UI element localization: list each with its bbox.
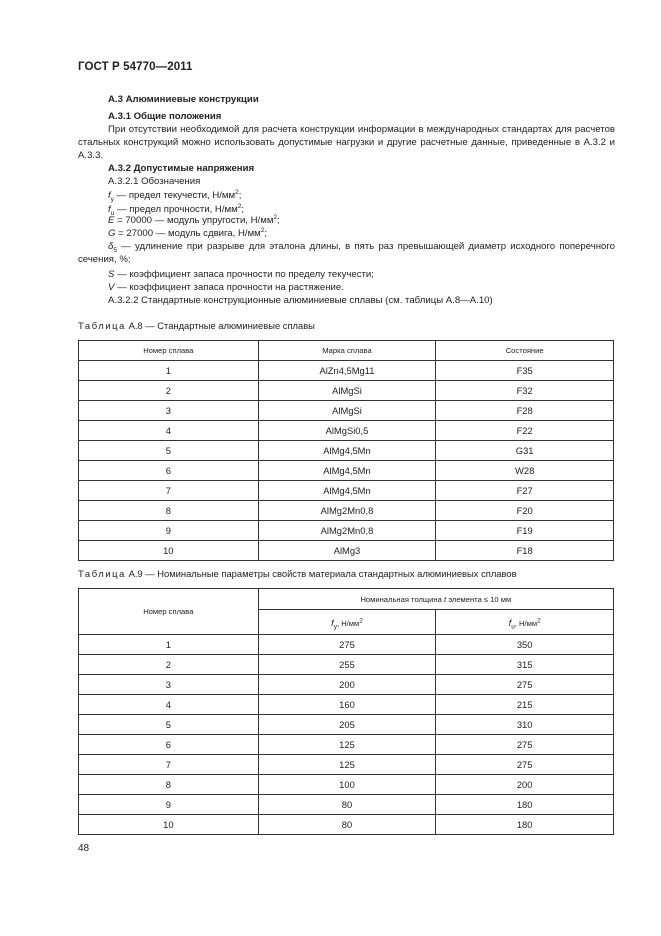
general-paragraph: При отсутствии необходимой для расчета конструкции информации в международных стандартах для расчетов стальных конструкций можно использовать допустимые нагрузки и другие расчетные данные, приведенные в А.3.2 и А.3.3. [78, 124, 615, 161]
table-cell: 9 [79, 795, 259, 815]
table-row [79, 815, 614, 835]
table-row [79, 715, 614, 735]
table-header-group: Номинальная толщина t элемента ≤ 10 мм [258, 589, 613, 610]
table-cell: 275 [436, 675, 614, 695]
table-cell: 180 [436, 795, 614, 815]
table-row [79, 441, 614, 461]
table-cell: 10 [79, 815, 259, 835]
table-cell: 310 [436, 715, 614, 735]
table-cell: 2 [79, 381, 259, 401]
table-cell: 6 [79, 461, 259, 481]
table-cell: 255 [258, 655, 436, 675]
table-cell: AlMg3 [258, 541, 436, 561]
table-cell: AlZn4,5Mg11 [258, 361, 436, 381]
table-row [79, 635, 614, 655]
table-cell: AlMgSi [258, 381, 436, 401]
table-header: Марка сплава [258, 341, 436, 361]
table-row [79, 655, 614, 675]
table-cell: 8 [79, 501, 259, 521]
table-cell: 7 [79, 755, 259, 775]
table-row [79, 461, 614, 481]
table-header: $f_u$, $Н/мм^2$ [436, 610, 614, 635]
table-row [79, 735, 614, 755]
table-cell: 1 [79, 635, 259, 655]
table-cell: 9 [79, 521, 259, 541]
table-cell: 1 [79, 361, 259, 381]
table-row [79, 501, 614, 521]
table-cell: 125 [258, 755, 436, 775]
table-cell: 180 [436, 815, 614, 835]
table-cell: 200 [258, 675, 436, 695]
definition-s: S — коэффициент запаса прочности по пределу текучести; [108, 269, 374, 280]
table-cell: 4 [79, 421, 259, 441]
table-row [79, 695, 614, 715]
notation-heading: А.3.2.1 Обозначения [108, 176, 201, 187]
table-a8 [78, 340, 614, 561]
table-cell: F19 [436, 521, 614, 541]
table-row [79, 381, 614, 401]
table-cell: F27 [436, 481, 614, 501]
table-cell: 275 [436, 735, 614, 755]
table-cell: 125 [258, 735, 436, 755]
table-a8-caption: Таблица А.8 — Стандартные алюминиевые сплавы [78, 320, 315, 331]
table-cell: 4 [79, 695, 259, 715]
table-cell: 7 [79, 481, 259, 501]
table-cell: 160 [258, 695, 436, 715]
table-row [79, 521, 614, 541]
table-cell: AlMg2Mn0,8 [258, 521, 436, 541]
table-cell: 3 [79, 675, 259, 695]
table-cell: F18 [436, 541, 614, 561]
alloys-reference: А.3.2.2 Стандартные конструкционные алюминиевые сплавы (см. таблицы А.8—А.10) [108, 295, 493, 306]
table-cell: 80 [258, 815, 436, 835]
table-cell: 6 [79, 735, 259, 755]
table-cell: AlMg4,5Mn [258, 481, 436, 501]
table-cell: 5 [79, 715, 259, 735]
table-row [79, 755, 614, 775]
section-heading: А.3 Алюминиевые конструкции [108, 94, 259, 105]
table-cell: 200 [436, 775, 614, 795]
definition-v: V — коэффициент запаса прочности на растяжение. [108, 282, 344, 293]
table-cell: 205 [258, 715, 436, 735]
table-row [79, 401, 614, 421]
table-cell: 350 [436, 635, 614, 655]
table-row [79, 421, 614, 441]
table-cell: 8 [79, 775, 259, 795]
definition-e: E = 70000 — модуль упругости, $Н/мм^2$; [108, 213, 280, 226]
table-cell: W28 [436, 461, 614, 481]
table-cell: F20 [436, 501, 614, 521]
table-cell: F28 [436, 401, 614, 421]
table-header: Состояние [436, 341, 614, 361]
definition-g: G = 27000 — модуль сдвига, $Н/мм^2$; [108, 226, 268, 239]
table-header: Номер сплава [79, 341, 259, 361]
subsection-heading-general: А.3.1 Общие положения [108, 111, 222, 122]
table-cell: F32 [436, 381, 614, 401]
table-row [79, 541, 614, 561]
table-header: $f_y$, $Н/мм^2$ [258, 610, 436, 635]
table-cell: 10 [79, 541, 259, 561]
subsection-heading-stresses: А.3.2 Допустимые напряжения [108, 163, 255, 174]
table-cell: 3 [79, 401, 259, 421]
table-cell: 275 [258, 635, 436, 655]
table-cell: AlMg4,5Mn [258, 461, 436, 481]
table-row [79, 481, 614, 501]
table-cell: AlMgSi [258, 401, 436, 421]
table-cell: 275 [436, 755, 614, 775]
table-cell: 100 [258, 775, 436, 795]
definition-delta: $\delta_5$ — удлинение при разрыве для эталона длины, в пять раз превышающей диаметр исходного поперечного сечения, %; [78, 241, 615, 265]
table-cell: F22 [436, 421, 614, 441]
definition-fu: $f_u$ — предел прочности, $Н/мм^2$; [108, 202, 245, 217]
table-cell: 80 [258, 795, 436, 815]
table-header: Номер сплава [79, 589, 259, 635]
table-cell: AlMgSi0,5 [258, 421, 436, 441]
page-number: 48 [78, 843, 90, 854]
table-cell: AlMg2Mn0,8 [258, 501, 436, 521]
table-row [79, 361, 614, 381]
table-cell: 215 [436, 695, 614, 715]
definition-fy: $f_y$ — предел текучести, $Н/мм^2$; [108, 188, 242, 203]
table-cell: 315 [436, 655, 614, 675]
table-cell: AlMg4,5Mn [258, 441, 436, 461]
table-cell: F35 [436, 361, 614, 381]
table-row [79, 795, 614, 815]
table-a9 [78, 588, 614, 835]
table-cell: 2 [79, 655, 259, 675]
table-a9-caption: Таблица А.9 — Номинальные параметры свойств материала стандартных алюминиевых сплавов [78, 568, 517, 579]
table-row [79, 675, 614, 695]
table-cell: G31 [436, 441, 614, 461]
document-header: ГОСТ Р 54770—2011 [78, 61, 193, 73]
table-row [79, 775, 614, 795]
table-cell: 5 [79, 441, 259, 461]
